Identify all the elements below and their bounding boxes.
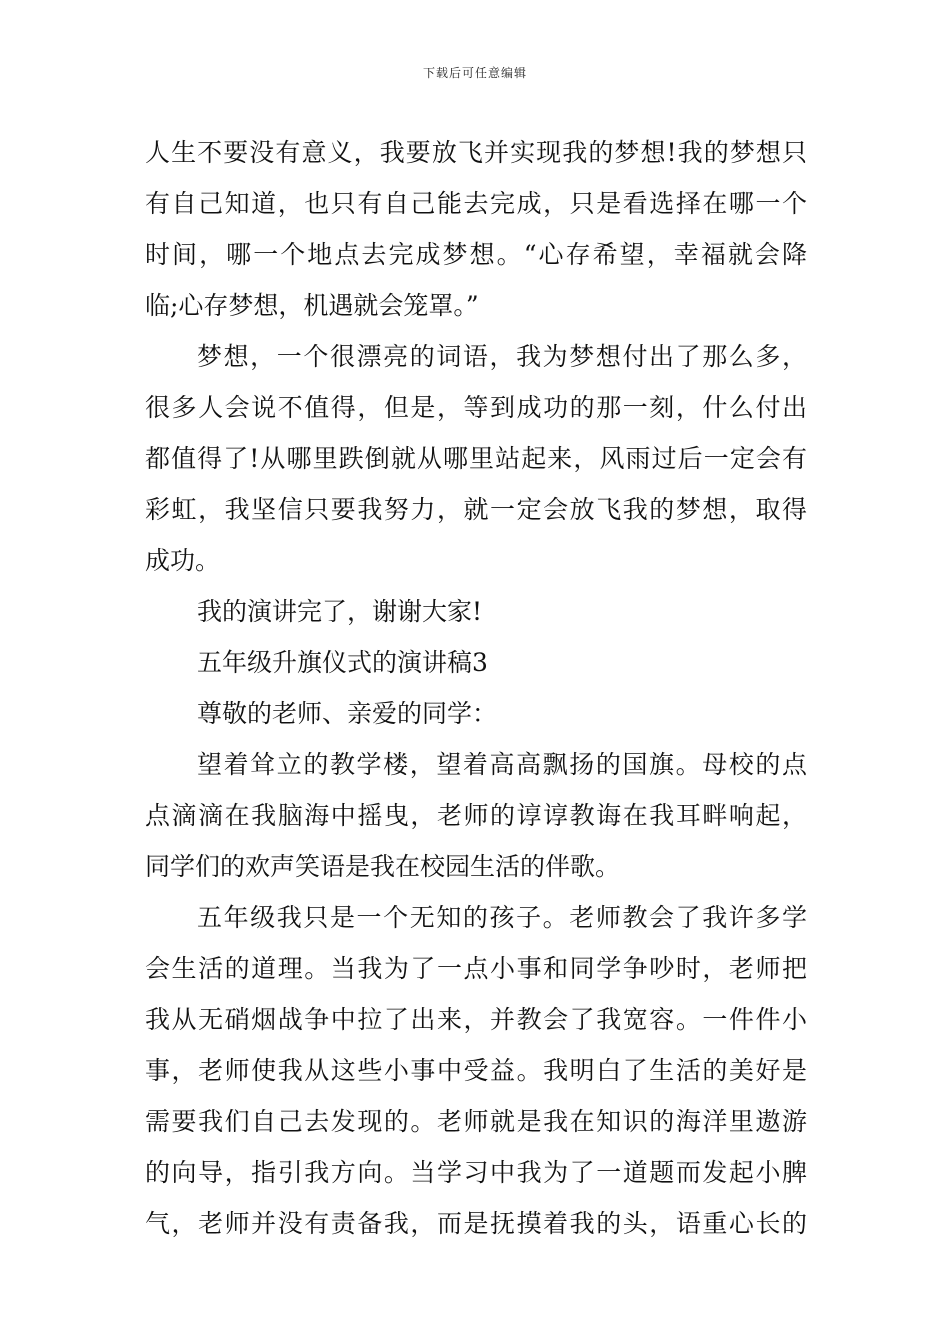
text-line: 我从无硝烟战争中拉了出来，并教会了我宽容。一件件小 <box>145 1005 807 1034</box>
text-line: 需要我们自己去发现的。老师就是我在知识的海洋里遨游 <box>145 1107 807 1136</box>
text-line: 望着耸立的教学楼，望着高高飘扬的国旗。母校的点 <box>197 750 807 779</box>
text-line: 会生活的道理。当我为了一点小事和同学争吵时，老师把 <box>145 954 807 983</box>
text-line: 成功。 <box>145 546 221 575</box>
text-line: 有自己知道，也只有自己能去完成，只是看选择在哪一个 <box>145 189 807 218</box>
text-line: 人生不要没有意义，我要放飞并实现我的梦想!我的梦想只 <box>145 138 807 167</box>
text-line: 的向导，指引我方向。当学习中我为了一道题而发起小脾 <box>145 1158 807 1187</box>
text-line: 事，老师使我从这些小事中受益。我明白了生活的美好是 <box>145 1056 807 1085</box>
text-line: 临;心存梦想，机遇就会笼罩。” <box>145 291 479 320</box>
text-line: 时间，哪一个地点去完成梦想。“心存希望，幸福就会降 <box>145 240 807 269</box>
text-line: 梦想，一个很漂亮的词语，我为梦想付出了那么多， <box>197 342 807 371</box>
text-line: 彩虹，我坚信只要我努力，就一定会放飞我的梦想，取得 <box>145 495 807 524</box>
salutation: 尊敬的老师、亲爱的同学： <box>197 699 498 728</box>
section-title: 五年级升旗仪式的演讲稿3 <box>197 648 488 677</box>
closing-line: 我的演讲完了，谢谢大家! <box>197 597 483 626</box>
text-line: 点滴滴在我脑海中摇曳，老师的谆谆教诲在我耳畔响起， <box>145 801 807 830</box>
text-line: 同学们的欢声笑语是我在校园生活的伴歌。 <box>145 852 621 881</box>
text-line: 五年级我只是一个无知的孩子。老师教会了我许多学 <box>197 903 807 932</box>
document-body <box>145 127 807 1249</box>
text-line: 都值得了!从哪里跌倒就从哪里站起来，风雨过后一定会有 <box>145 444 807 473</box>
page-header-note: 下载后可任意编辑 <box>422 66 527 80</box>
text-line: 气，老师并没有责备我，而是抚摸着我的头，语重心长的 <box>145 1209 807 1238</box>
text-line: 很多人会说不值得，但是，等到成功的那一刻，什么付出 <box>145 393 807 422</box>
